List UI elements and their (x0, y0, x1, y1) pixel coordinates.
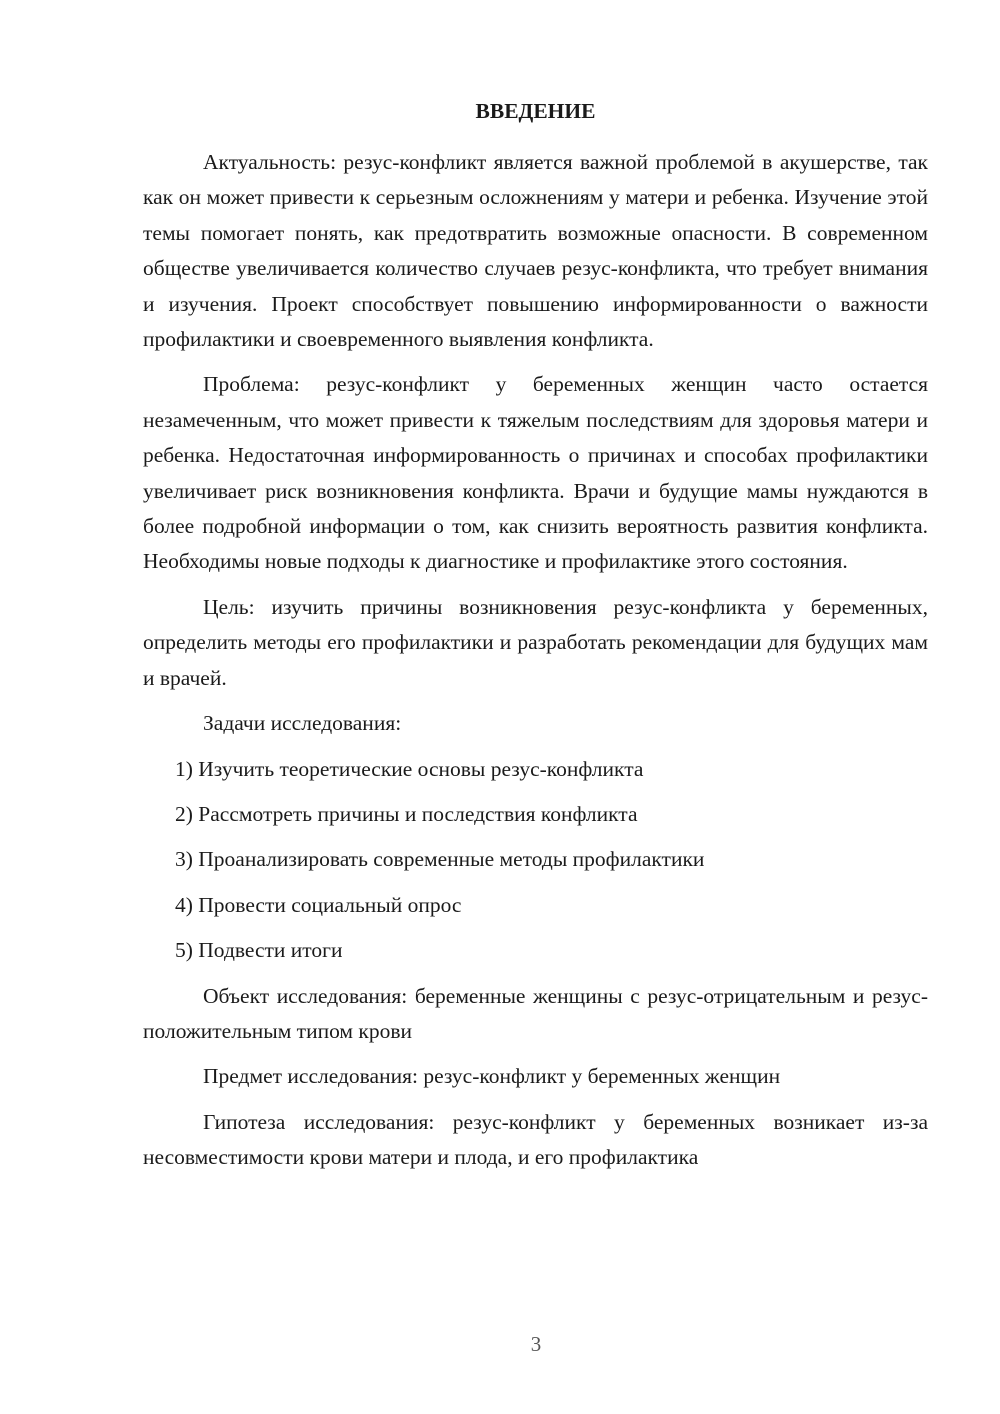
object-paragraph: Объект исследования: беременные женщины с резус-отрицательным и резус-положительным типом крови (143, 983, 928, 1043)
page-number: 3 (530, 1332, 542, 1356)
tasks-title: Задачи исследования: (203, 711, 402, 736)
task-item: 3) Проанализировать современные методы профилактики (175, 847, 705, 872)
document-page (143, 96, 928, 1176)
relevance-paragraph: Актуальность: резус-конфликт является важной проблемой в акушерстве, так как он может привести к серьезным осложнениям у матери и ребенка. Изучение этой темы помогает понять, как предотвратить возможные опасности. В современном обществе увеличивается количество случаев резус-конфликта, что требует внимания и изучения. Проект способствует повышению информированности о важности профилактики и своевременного выявления конфликта. (143, 150, 928, 352)
subject-paragraph: Предмет исследования: резус-конфликт у беременных женщин (203, 1064, 781, 1089)
task-item: 2) Рассмотреть причины и последствия конфликта (175, 801, 638, 826)
task-item: 1) Изучить теоретические основы резус-конфликта (175, 756, 644, 781)
section-heading: ВВЕДЕНИЕ (475, 99, 596, 123)
task-item: 5) Подвести итоги (175, 938, 343, 963)
hypothesis-paragraph: Гипотеза исследования: резус-конфликт у беременных возникает из-за несовместимости крови матери и плода, и его профилактика (143, 1109, 928, 1170)
goal-paragraph: Цель: изучить причины возникновения резус-конфликта у беременных, определить методы его профилактики и разработать рекомендации для будущих мам и врачей. (143, 594, 928, 690)
problem-paragraph: Проблема: резус-конфликт у беременных женщин часто остается незамеченным, что может привести к тяжелым последствиям для здоровья матери и ребенка. Недостаточная информированность о причинах и способах профилактики увеличивает риск возникновения конфликта. Врачи и будущие мамы нуждаются в более подробной информации о том, как снизить вероятность развития конфликта. Необходимы новые подходы к диагностике и профилактике этого состояния. (143, 372, 928, 574)
task-item: 4) Провести социальный опрос (175, 892, 462, 917)
